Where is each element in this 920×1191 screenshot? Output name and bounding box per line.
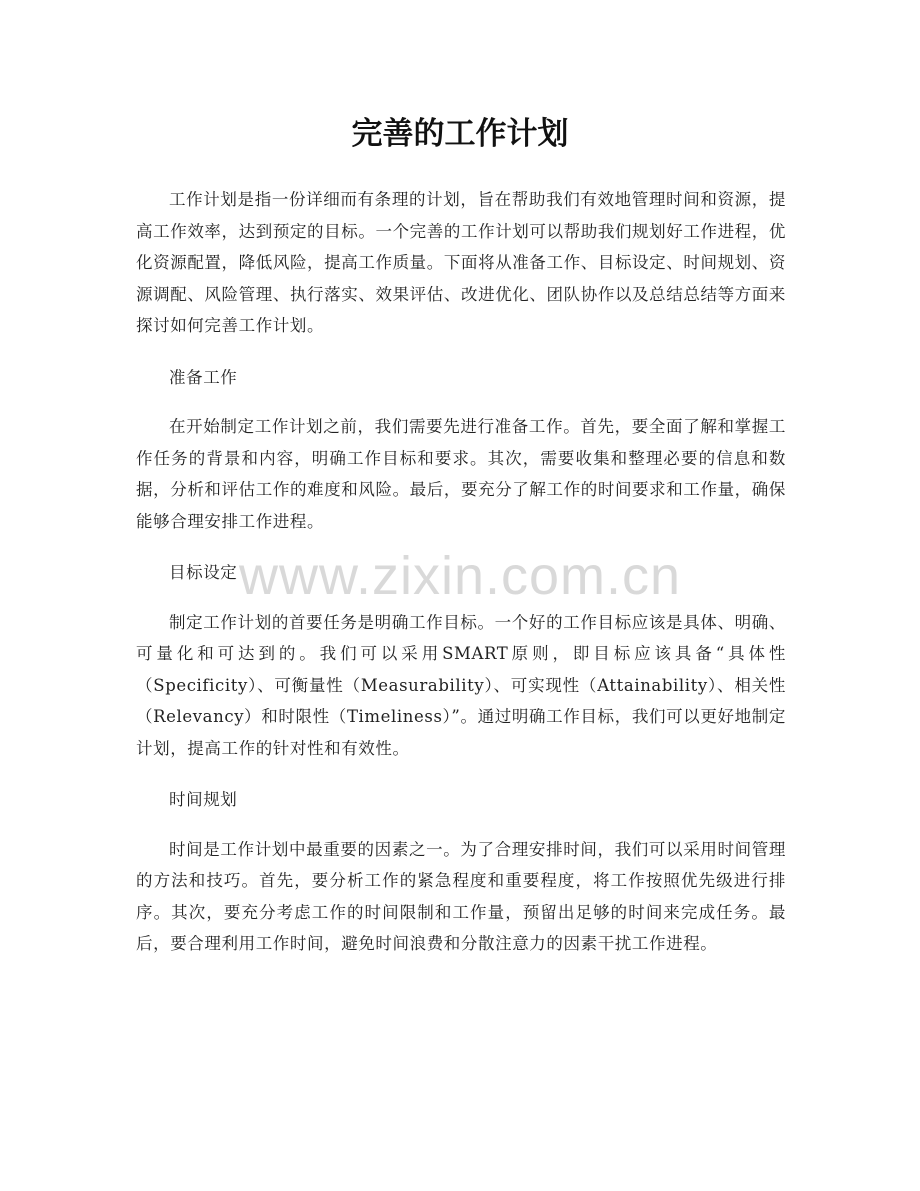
document-body xyxy=(136,184,786,960)
section-heading-preparation: 准备工作 xyxy=(169,367,238,387)
section-heading-goal-setting: 目标设定 xyxy=(169,563,238,582)
intro-paragraph: 工作计划是指一份详细而有条理的计划，旨在帮助我们有效地管理时间和资源，提高工作效率，达到预定的目标。一个完善的工作计划可以帮助我们规划好工作进程，优化资源配置，降低风险，提高工作质量。下面将从准备工作、目标设定、时间规划、资源调配、风险管理、执行落实、效果评估、改进优化、团队协作以及总结总结等方面来探讨如何完善工作计划。 xyxy=(136,190,786,335)
section-paragraph-preparation: 在开始制定工作计划之前，我们需要先进行准备工作。首先，要全面了解和掌握工作任务的背景和内容，明确工作目标和要求。其次，需要收集和整理必要的信息和数据，分析和评估工作的难度和风险。最后，要充分了解工作的时间要求和工作量，确保能够合理安排工作进程。 xyxy=(136,417,786,531)
section-heading-time-planning: 时间规划 xyxy=(169,790,238,809)
document-title: 完善的工作计划 xyxy=(351,116,569,152)
watermark: www.zixin.com.cn xyxy=(238,546,682,606)
section-paragraph-time-planning: 时间是工作计划中最重要的因素之一。为了合理安排时间，我们可以采用时间管理的方法和技巧。首先，要分析工作的紧急程度和重要程度，将工作按照优先级进行排序。其次，要充分考虑工作的时间限制和工作量，预留出足够的时间来完成任务。最后，要合理利用工作时间，避免时间浪费和分散注意力的因素干扰工作进程。 xyxy=(136,839,786,953)
section-paragraph-goal-setting: 制定工作计划的首要任务是明确工作目标。一个好的工作目标应该是具体、明确、可量化和可达到的。我们可以采用SMART原则，即目标应该具备“具体性（Specificity）、可衡量性（Measurability）、可实现性（Attainability）、相关性（Relevancy）和时限性（Timeliness）”。通过明确工作目标，我们可以更好地制定计划，提高工作的针对性和有效性。 xyxy=(136,612,786,758)
